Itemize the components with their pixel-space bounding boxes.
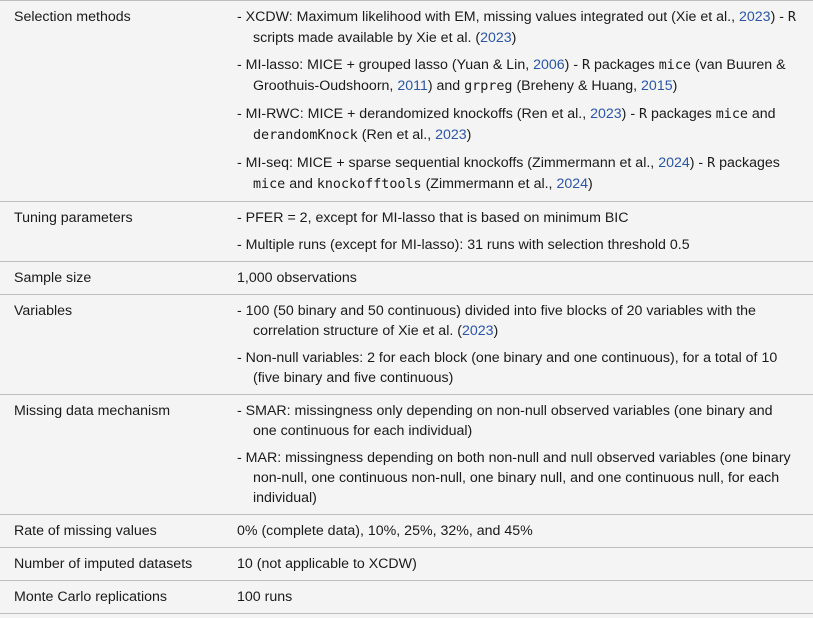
citation-year-link[interactable]: 2015 <box>641 78 673 94</box>
text-segment: - MI-RWC: MICE + derandomized knockoffs (Ren et al., <box>237 106 591 122</box>
citation-year-link[interactable]: 2023 <box>461 323 494 339</box>
description-item <box>237 153 799 195</box>
row-description <box>227 1 813 202</box>
description-item <box>237 268 799 288</box>
description-item <box>237 7 799 48</box>
text-segment: ) <box>493 323 499 339</box>
text-segment: 10 (not applicable to XCDW) <box>237 556 417 572</box>
description-item <box>237 448 799 508</box>
text-segment: (Breheny & Huang, <box>512 78 642 94</box>
text-segment: - MI-lasso: MICE + grouped lasso (Yuan & Lin, <box>237 57 534 73</box>
citation-year-link[interactable]: 2023 <box>590 106 622 122</box>
description-item <box>237 301 799 341</box>
row-label: Number of imputed datasets <box>0 548 227 581</box>
text-segment: ) - <box>689 155 708 171</box>
row-description <box>227 202 813 262</box>
text-segment: packages <box>590 57 659 73</box>
text-segment: packages <box>647 106 716 122</box>
citation-year-link[interactable]: 2023 <box>739 9 771 25</box>
code-text: knockofftools <box>316 177 422 192</box>
row-label: Sample size <box>0 262 227 295</box>
code-text: R <box>582 58 591 73</box>
text-segment: (van Buuren & Groothuis-Oudshoorn, <box>253 57 786 94</box>
row-label: Tuning parameters <box>0 202 227 262</box>
citation-year-link[interactable]: 2011 <box>397 78 428 94</box>
table-row <box>0 262 813 295</box>
text-segment: - XCDW: Maximum likelihood with EM, missing values integrated out (Xie et al., <box>237 9 740 25</box>
text-segment: ) <box>511 30 517 46</box>
description-item <box>237 348 799 388</box>
text-segment: ) <box>672 78 678 94</box>
text-segment: ) - <box>564 57 583 73</box>
text-segment: - MAR: missingness depending on both non-null and null observed variables (one binary non-null, one continuous non-null, one binary null, and one continuous null, for each individual) <box>237 450 791 506</box>
citation-year-link[interactable]: 2006 <box>533 57 565 73</box>
code-text: mice <box>253 177 286 192</box>
text-segment: ) and <box>427 78 465 94</box>
table-row <box>0 202 813 262</box>
text-segment: 0% (complete data), 10%, 25%, 32%, and 45% <box>237 523 533 539</box>
table-row <box>0 515 813 548</box>
text-segment: - MI-seq: MICE + sparse sequential knockoffs (Zimmermann et al., <box>237 155 659 171</box>
text-segment: 1,000 observations <box>237 270 357 286</box>
text-segment: packages <box>715 155 780 171</box>
table-row <box>0 1 813 202</box>
description-item <box>237 208 799 228</box>
text-segment: - 100 (50 binary and 50 continuous) divided into five blocks of 20 variables with the correlation structure of Xie et al. ( <box>237 303 756 339</box>
row-label: Rate of missing values <box>0 515 227 548</box>
code-text: R <box>707 156 716 171</box>
code-text: R <box>639 107 648 122</box>
table-body <box>0 1 813 614</box>
row-label: Missing data mechanism <box>0 395 227 515</box>
code-text: R <box>787 10 796 25</box>
row-label: Selection methods <box>0 1 227 202</box>
row-label: Variables <box>0 295 227 395</box>
text-segment: scripts made available by Xie et al. ( <box>253 30 481 46</box>
code-text: mice <box>715 107 748 122</box>
description-item <box>237 554 799 574</box>
row-description <box>227 548 813 581</box>
text-segment: ) <box>466 127 472 143</box>
description-item <box>237 587 799 607</box>
code-text: mice <box>658 58 691 73</box>
table-row <box>0 395 813 515</box>
row-description <box>227 295 813 395</box>
citation-year-link[interactable]: 2023 <box>435 127 467 143</box>
text-segment: ) <box>588 176 593 192</box>
table-row <box>0 581 813 614</box>
text-segment: 100 runs <box>237 589 293 605</box>
citation-year-link[interactable]: 2024 <box>556 176 588 192</box>
text-segment: - SMAR: missingness only depending on non-null observed variables (one binary and one continuous for each individual) <box>237 403 773 439</box>
row-description <box>227 581 813 614</box>
description-item <box>237 401 799 441</box>
code-text: grpreg <box>464 79 513 94</box>
citation-year-link[interactable]: 2023 <box>480 30 512 46</box>
description-item <box>237 521 799 541</box>
text-segment: - PFER = 2, except for MI-lasso that is based on minimum BIC <box>237 210 629 226</box>
table-row <box>0 548 813 581</box>
row-label: Monte Carlo replications <box>0 581 227 614</box>
description-item <box>237 55 799 97</box>
table-row <box>0 295 813 395</box>
text-segment: - Multiple runs (except for MI-lasso): 31 runs with selection threshold 0.5 <box>237 237 690 253</box>
text-segment: - Non-null variables: 2 for each block (one binary and one continuous), for a total of 10 (five binary and five continuous) <box>237 350 778 386</box>
row-description <box>227 395 813 515</box>
code-text: derandomKnock <box>253 128 358 143</box>
citation-year-link[interactable]: 2024 <box>658 155 690 171</box>
row-description <box>227 515 813 548</box>
row-description <box>227 262 813 295</box>
text-segment: (Ren et al., <box>357 127 436 143</box>
text-segment: and <box>747 106 776 122</box>
description-item <box>237 235 799 255</box>
text-segment: ) - <box>621 106 640 122</box>
text-segment: (Zimmermann et al., <box>421 176 557 192</box>
description-item <box>237 104 799 146</box>
text-segment: ) - <box>770 9 788 25</box>
text-segment: and <box>285 176 317 192</box>
